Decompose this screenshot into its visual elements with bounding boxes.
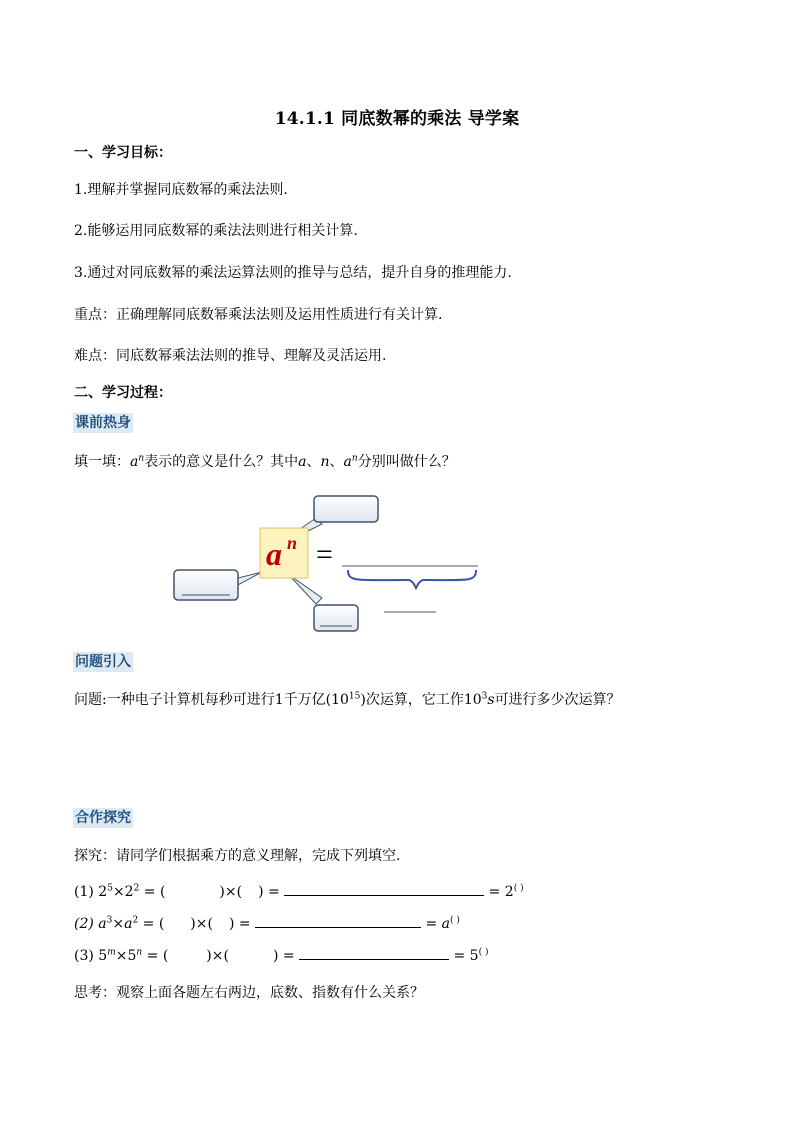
exercise-2 bbox=[74, 913, 460, 934]
ex2-tail: ( ) bbox=[450, 915, 460, 926]
tag-intro: 问题引入 bbox=[75, 654, 131, 670]
ex1-e1: 5 bbox=[107, 883, 113, 894]
math-n-3: n bbox=[351, 453, 358, 464]
ex2-label: (2) a bbox=[74, 916, 107, 932]
ex1-blank[interactable] bbox=[284, 881, 484, 896]
section-heading-process: 二、学习过程： bbox=[74, 385, 172, 401]
ex2-blank[interactable] bbox=[255, 913, 421, 928]
math-a-3: a bbox=[343, 454, 352, 470]
ex1-mid: )×( bbox=[219, 884, 243, 900]
power-diagram bbox=[170, 492, 490, 642]
ex2-close: ) = bbox=[228, 916, 251, 932]
goal-2: 2.能够运用同底数幂的乘法法则进行相关计算. bbox=[74, 223, 358, 239]
think-question: 思考：观察上面各题左右两边，底数、指数有什么关系？ bbox=[74, 985, 424, 1001]
ex1-eq: = ( bbox=[139, 884, 166, 900]
explore-instruction: 探究：请同学们根据乘方的意义理解，完成下列填空. bbox=[74, 848, 401, 864]
exp-3: 3 bbox=[481, 691, 488, 702]
sep-2: 、 bbox=[329, 454, 344, 470]
ex2-eq2: = a bbox=[425, 916, 451, 932]
question-mid: )次运算，它工作10 bbox=[360, 692, 482, 708]
tag-explore: 合作探究 bbox=[75, 810, 131, 826]
ex2-mid: )×( bbox=[190, 916, 213, 932]
ex1-e2: 2 bbox=[133, 883, 140, 894]
ex3-blank[interactable] bbox=[299, 945, 449, 960]
ex3-e2: n bbox=[136, 947, 143, 958]
tag-warmup: 课前热身 bbox=[75, 415, 131, 431]
ex1-tail: ( ) bbox=[513, 883, 524, 894]
question-end: 可进行多少次运算？ bbox=[494, 692, 621, 708]
ex1-times: ×2 bbox=[112, 884, 134, 900]
under-brace bbox=[348, 570, 476, 588]
goal-1: 1.理解并掌握同底数幂的乘法法则. bbox=[74, 182, 288, 198]
goal-3: 3.通过对同底数幂的乘法运算法则的推导与总结，提升自身的推理能力. bbox=[74, 265, 512, 281]
exercise-3 bbox=[74, 945, 488, 966]
warmup-prompt bbox=[74, 452, 456, 472]
callout-box-bottom bbox=[314, 605, 358, 631]
math-n-2: n bbox=[320, 454, 330, 470]
sep-1: 、 bbox=[306, 454, 321, 470]
math-a: a bbox=[130, 454, 139, 470]
ex3-e1: m bbox=[107, 947, 116, 958]
math-n: n bbox=[138, 453, 145, 464]
diagram-base: a bbox=[266, 536, 282, 572]
ex1-label: (1) 2 bbox=[74, 884, 108, 900]
prompt-end: 分别叫做什么？ bbox=[357, 454, 456, 470]
ex3-label: (3) 5 bbox=[74, 948, 108, 964]
exercise-1 bbox=[74, 881, 524, 902]
ex2-times: ×a bbox=[112, 916, 133, 932]
exp-15: 15 bbox=[348, 691, 361, 702]
ex3-times: ×5 bbox=[115, 948, 137, 964]
ex2-e1: 3 bbox=[106, 915, 113, 926]
math-a-2: a bbox=[298, 454, 307, 470]
callout-box-top bbox=[314, 496, 378, 522]
ex2-e2: 2 bbox=[132, 915, 139, 926]
ex1-close: ) = bbox=[258, 884, 280, 900]
prompt-prefix: 填一填： bbox=[74, 454, 130, 470]
ex3-close: ) = bbox=[272, 948, 295, 964]
page-title: 14.1.1 同底数幂的乘法 导学案 bbox=[274, 109, 520, 129]
ex3-eq: = ( bbox=[142, 948, 169, 964]
unit-s: s bbox=[487, 692, 495, 708]
ex1-eq2: = 2 bbox=[488, 884, 514, 900]
prompt-mid: 表示的意义是什么？其中 bbox=[144, 454, 299, 470]
ex3-eq2: = 5 bbox=[453, 948, 479, 964]
diagram-exponent: n bbox=[287, 533, 298, 553]
question-prefix: 问题:一种电子计算机每秒可进行1千万亿(10 bbox=[74, 692, 349, 708]
key-point: 重点：正确理解同底数幂乘法法则及运用性质进行有关计算. bbox=[74, 307, 443, 323]
section-heading-goals: 一、学习目标： bbox=[74, 145, 172, 161]
diagram-equals: = bbox=[316, 538, 333, 571]
difficulty-point: 难点：同底数幂乘法法则的推导、理解及灵活运用. bbox=[74, 348, 387, 364]
ex3-mid: )×( bbox=[206, 948, 229, 964]
ex3-tail: ( ) bbox=[478, 947, 489, 958]
ex2-eq: = ( bbox=[138, 916, 165, 932]
intro-question bbox=[74, 690, 621, 710]
